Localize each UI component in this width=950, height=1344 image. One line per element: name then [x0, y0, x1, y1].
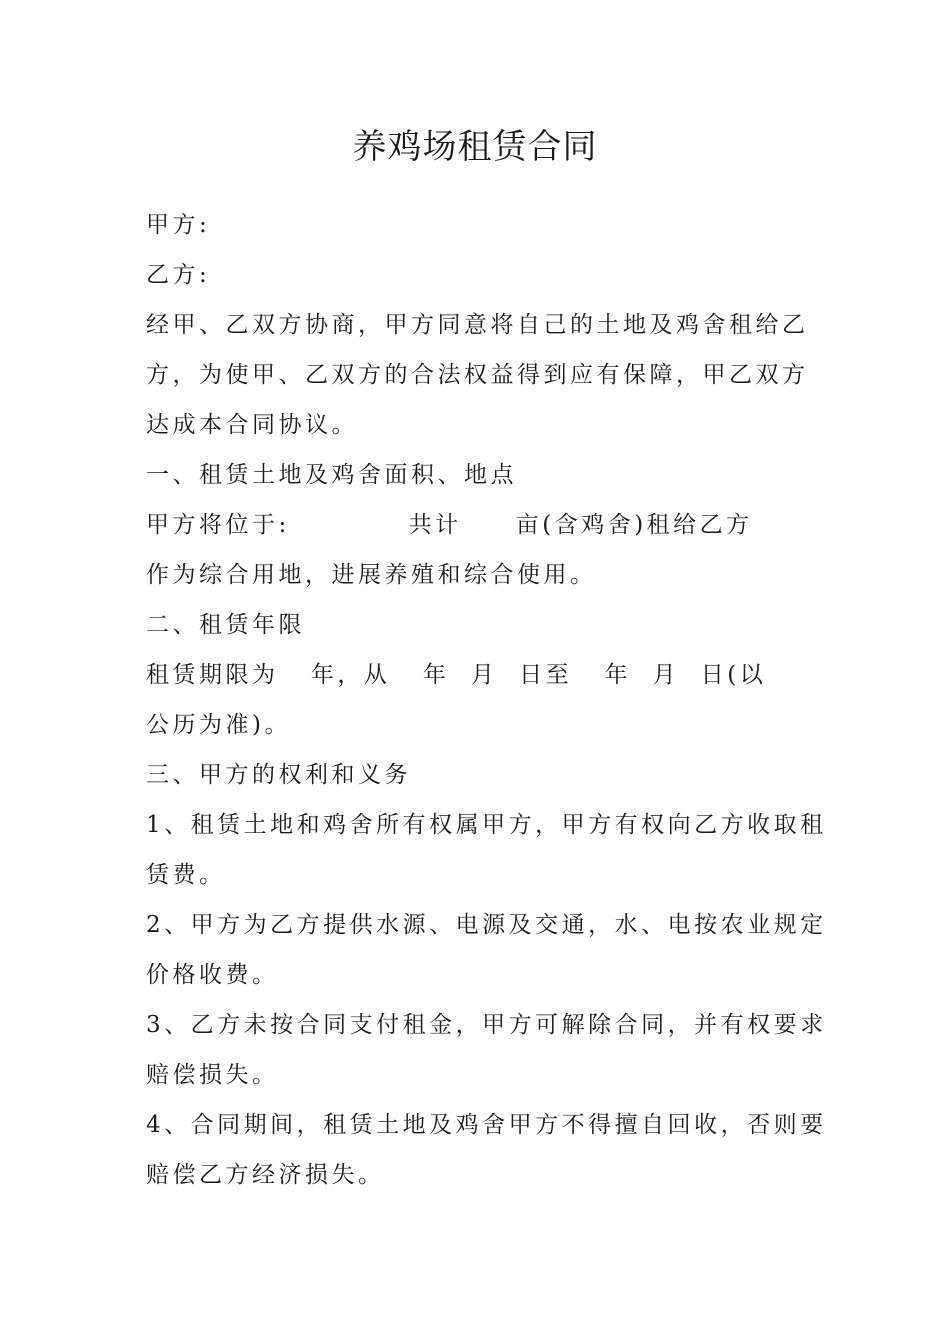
section-1-line-2: 作为综合用地，进展养殖和综合使用。	[146, 562, 597, 588]
clause-2-line-2: 价格收费。	[146, 962, 279, 988]
document-body	[146, 200, 827, 1200]
clause-3-line-2: 赔偿损失。	[146, 1062, 279, 1088]
section-heading-1: 一、租赁土地及鸡舍面积、地点	[146, 462, 517, 488]
clause-2-line-1: 2、甲方为乙方提供水源、电源及交通，水、电按农业规定	[146, 912, 827, 938]
clause-1-line-1: 1、租赁土地和鸡舍所有权属甲方，甲方有权向乙方收取租	[146, 812, 827, 838]
party-b-line: 乙方:	[146, 262, 211, 288]
document-title: 养鸡场租赁合同	[352, 127, 598, 167]
clause-4-line-1: 4、合同期间，租赁土地及鸡舍甲方不得擅自回收，否则要	[146, 1112, 827, 1138]
section-heading-3: 三、甲方的权利和义务	[146, 762, 411, 788]
section-2-line-1: 租赁期限为 年，从 年 月 日至 年 月 日(以	[146, 662, 767, 688]
intro-paragraph-line-3: 达成本合同协议。	[146, 412, 358, 438]
party-a-line: 甲方:	[146, 212, 211, 238]
intro-paragraph-line-1: 经甲、乙双方协商，甲方同意将自己的土地及鸡舍租给乙	[146, 312, 809, 338]
section-1-line-1: 甲方将位于: 共计 亩(含鸡舍)租给乙方	[146, 512, 753, 538]
clause-4-line-2: 赔偿乙方经济损失。	[146, 1162, 385, 1188]
section-2-line-2: 公历为准)。	[146, 712, 291, 738]
intro-paragraph-line-2: 方，为使甲、乙双方的合法权益得到应有保障，甲乙双方	[146, 362, 809, 388]
clause-3-line-1: 3、乙方未按合同支付租金，甲方可解除合同，并有权要求	[146, 1012, 827, 1038]
section-heading-2: 二、租赁年限	[146, 612, 305, 638]
clause-1-line-2: 赁费。	[146, 862, 226, 888]
